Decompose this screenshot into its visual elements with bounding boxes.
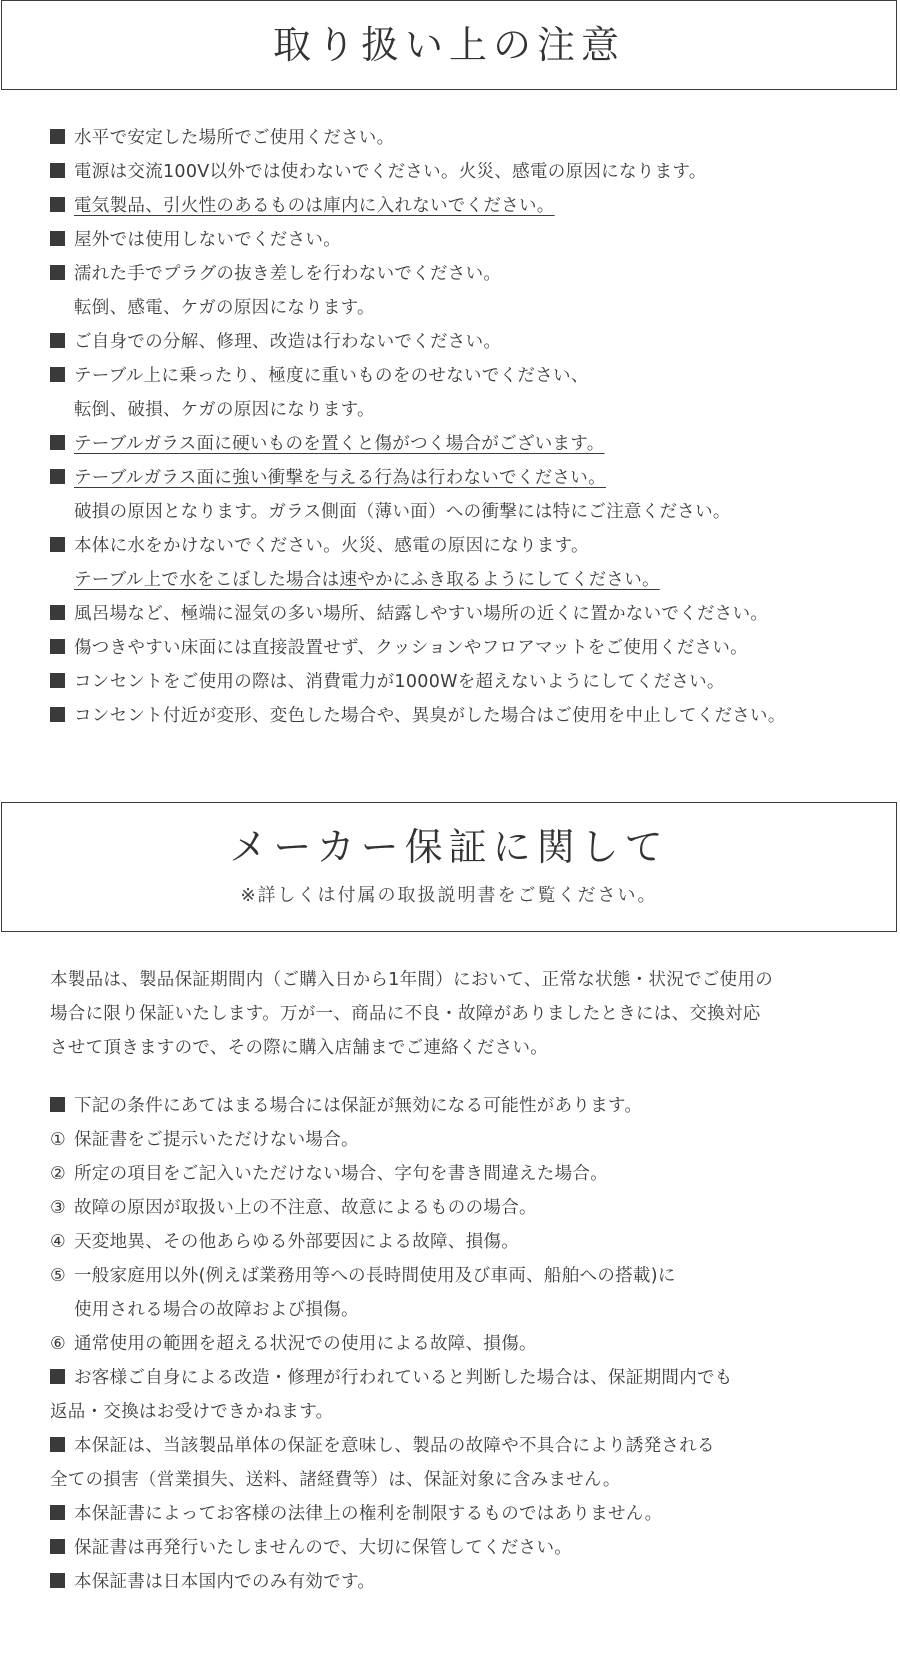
square-bullet-icon: [50, 231, 65, 246]
warranty-header-box: [1, 802, 897, 932]
square-bullet-icon: [50, 673, 65, 688]
caution-item: コンセントをご使用の際は、消費電力が1000Wを超えないようにしてください。: [50, 665, 890, 699]
caution-item: コンセント付近が変形、変色した場合や、異臭がした場合はご使用を中止してください。: [50, 699, 890, 733]
square-bullet-icon: [50, 639, 65, 654]
square-bullet-icon: [50, 265, 65, 280]
number-marker: ⑥: [50, 1334, 66, 1354]
warranty-condition: ③ 故障の原因が取扱い上の不注意、故意によるものの場合。: [50, 1191, 890, 1225]
caution-item: 水平で安定した場所でご使用ください。: [50, 121, 890, 155]
warranty-intro-line: 場合に限り保証いたします。万が一、商品に不良・故障がありましたときには、交換対応: [50, 1004, 761, 1024]
warranty-intro-line: させて頂きますので、その際に購入店舗までご連絡ください。: [50, 1038, 549, 1058]
square-bullet-icon: [50, 1505, 65, 1520]
square-bullet-icon: [50, 1573, 65, 1588]
square-bullet-icon: [50, 1437, 65, 1452]
warranty-item-continuation: 返品・交換はお受けできかねます。: [50, 1402, 334, 1422]
warranty-subtitle: ※詳しくは付属の取扱説明書をご覧ください。: [240, 885, 658, 906]
square-bullet-icon: [50, 605, 65, 620]
caution-title: 取り扱い上の注意: [272, 23, 625, 67]
square-bullet-icon: [50, 367, 65, 382]
caution-item: 傷つきやすい床面には直接設置せず、クッションやフロアマットをご使用ください。: [50, 631, 890, 665]
caution-header-box: [1, 0, 897, 90]
number-marker: ①: [50, 1130, 66, 1150]
caution-item: 電源は交流100V以外では使わないでください。火災、感電の原因になります。: [50, 155, 890, 189]
warranty-item: 保証書は再発行いたしませんので、大切に保管してください。: [50, 1531, 890, 1565]
warranty-intro: [50, 963, 890, 1065]
warranty-item: 下記の条件にあてはまる場合には保証が無効になる可能性があります。: [50, 1089, 890, 1123]
caution-item: 電気製品、引火性のあるものは庫内に入れないでください。: [50, 189, 890, 223]
square-bullet-icon: [50, 197, 65, 212]
warranty-item: 本保証は、当該製品単体の保証を意味し、製品の故障や不具合により誘発される: [50, 1429, 890, 1463]
warranty-condition: ⑥ 通常使用の範囲を超える状況での使用による故障、損傷。: [50, 1327, 890, 1361]
square-bullet-icon: [50, 1097, 65, 1112]
warranty-condition: ① 保証書をご提示いただけない場合。: [50, 1123, 890, 1157]
caution-item: 濡れた手でプラグの抜き差しを行わないでください。: [50, 257, 890, 291]
square-bullet-icon: [50, 1369, 65, 1384]
caution-item-continuation: 転倒、感電、ケガの原因になります。: [74, 298, 375, 318]
warranty-item: お客様ご自身による改造・修理が行われていると判断した場合は、保証期間内でも: [50, 1361, 890, 1395]
square-bullet-icon: [50, 163, 65, 178]
square-bullet-icon: [50, 129, 65, 144]
warranty-item-continuation: 全ての損害（営業損失、送料、諸経費等）は、保証対象に含みません。: [50, 1470, 621, 1490]
number-marker: ④: [50, 1232, 66, 1252]
square-bullet-icon: [50, 537, 65, 552]
square-bullet-icon: [50, 435, 65, 450]
warranty-item: 本保証書は日本国内でのみ有効です。: [50, 1565, 890, 1599]
caution-item: 風呂場など、極端に湿気の多い場所、結露しやすい場所の近くに置かないでください。: [50, 597, 890, 631]
number-marker: ⑤: [50, 1266, 66, 1286]
square-bullet-icon: [50, 707, 65, 722]
caution-item-continuation: 破損の原因となります。ガラス側面（薄い面）への衝撃には特にご注意ください。: [74, 502, 731, 522]
warranty-item: 本保証書によってお客様の法律上の権利を制限するものではありません。: [50, 1497, 890, 1531]
square-bullet-icon: [50, 1539, 65, 1554]
warranty-condition: ⑤ 一般家庭用以外(例えば業務用等への長時間使用及び車両、船舶への搭載)に: [50, 1259, 890, 1293]
caution-item: 屋外では使用しないでください。: [50, 223, 890, 257]
warranty-intro-line: 本製品は、製品保証期間内（ご購入日から1年間）において、正常な状態・状況でご使用の: [50, 970, 774, 990]
number-marker: ②: [50, 1164, 66, 1184]
caution-item: テーブル上に乗ったり、極度に重いものをのせないでください、: [50, 359, 890, 393]
square-bullet-icon: [50, 333, 65, 348]
warranty-condition-continuation: 使用される場合の故障および損傷。: [74, 1300, 359, 1320]
caution-item: テーブルガラス面に強い衝撃を与える行為は行わないでください。: [50, 461, 890, 495]
caution-item: テーブルガラス面に硬いものを置くと傷がつく場合がございます。: [50, 427, 890, 461]
caution-item-continuation: テーブル上で水をこぼした場合は速やかにふき取るようにしてください。: [74, 570, 660, 590]
caution-item-continuation: 転倒、破損、ケガの原因になります。: [74, 400, 375, 420]
caution-list: [50, 121, 890, 733]
number-marker: ③: [50, 1198, 66, 1218]
warranty-title: メーカー保証に関して: [229, 825, 669, 869]
warranty-list: [50, 1089, 890, 1599]
warranty-condition: ② 所定の項目をご記入いただけない場合、字句を書き間違えた場合。: [50, 1157, 890, 1191]
caution-item: 本体に水をかけないでください。火災、感電の原因になります。: [50, 529, 890, 563]
caution-item: ご自身での分解、修理、改造は行わないでください。: [50, 325, 890, 359]
warranty-condition: ④ 天変地異、その他あらゆる外部要因による故障、損傷。: [50, 1225, 890, 1259]
square-bullet-icon: [50, 469, 65, 484]
